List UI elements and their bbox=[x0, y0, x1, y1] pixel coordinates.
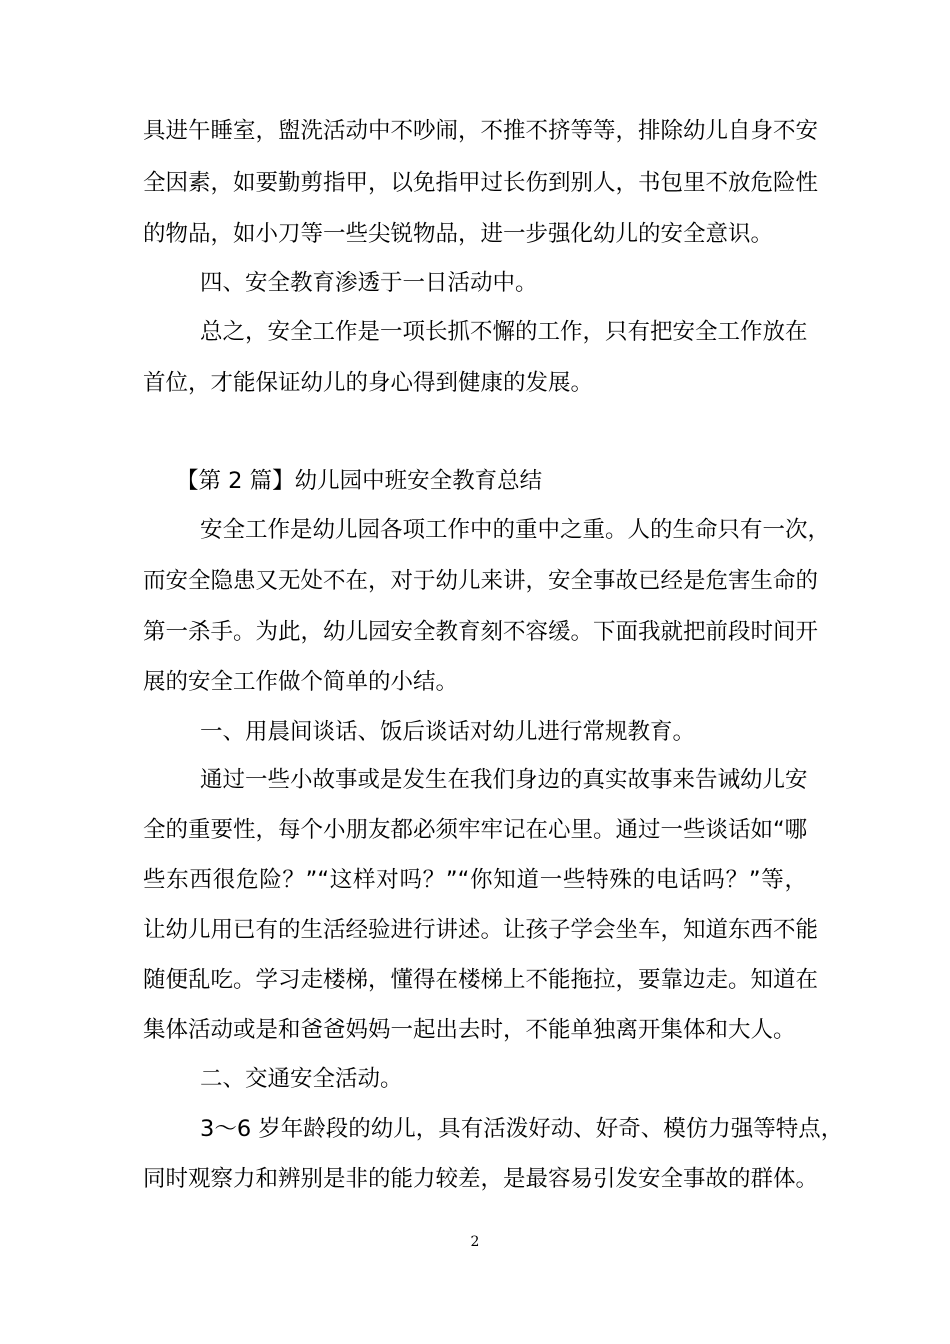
section-heading: 一、用晨间谈话、饭后谈话对幼儿进行常规教育。 bbox=[200, 719, 696, 745]
body-text-line: 全因素，如要勤剪指甲，以免指甲过长伤到别人，书包里不放危险性 bbox=[143, 170, 819, 196]
body-text-line: 集体活动或是和爸爸妈妈一起出去时，不能单独离开集体和大人。 bbox=[143, 1017, 796, 1043]
body-text-line: 展的安全工作做个简单的小结。 bbox=[143, 669, 459, 695]
body-text-line: 第一杀手。为此，幼儿园安全教育刻不容缓。下面我就把前段时间开 bbox=[143, 619, 819, 645]
body-text-line: 让幼儿用已有的生活经验进行讲述。让孩子学会坐车，知道东西不能 bbox=[143, 917, 819, 943]
section-heading: 二、交通安全活动。 bbox=[200, 1066, 403, 1092]
body-text-line: 首位，才能保证幼儿的身心得到健康的发展。 bbox=[143, 370, 594, 396]
body-text-line: 通过一些小故事或是发生在我们身边的真实故事来告诫幼儿安 bbox=[200, 767, 808, 793]
section-heading: 四、安全教育渗透于一日活动中。 bbox=[200, 270, 538, 296]
body-text-line: 而安全隐患又无处不在，对于幼儿来讲，安全事故已经是危害生命的 bbox=[143, 568, 819, 594]
body-text-line: 的物品，如小刀等一些尖锐物品，进一步强化幼儿的安全意识。 bbox=[143, 221, 774, 247]
body-text-line: 安全工作是幼儿园各项工作中的重中之重。人的生命只有一次， bbox=[200, 517, 831, 543]
body-text-line: 同时观察力和辨别是非的能力较差，是最容易引发安全事故的群体。 bbox=[143, 1166, 819, 1192]
body-text-line: 随便乱吃。学习走楼梯，懂得在楼梯上不能拖拉，要靠边走。知道在 bbox=[143, 967, 819, 993]
body-text-line: 些东西很危险？”“这样对吗？”“你知道一些特殊的电话吗？”等， bbox=[143, 867, 807, 893]
body-text-line: 具进午睡室，盥洗活动中不吵闹，不推不挤等等，排除幼儿自身不安 bbox=[143, 118, 819, 144]
body-text-line: 全的重要性，每个小朋友都必须牢牢记在心里。通过一些谈话如“哪 bbox=[143, 817, 808, 843]
body-text-line: 3～6 岁年龄段的幼儿，具有活泼好动、好奇、模仿力强等特点， bbox=[200, 1116, 844, 1142]
body-text-line: 总之，安全工作是一项长抓不懈的工作，只有把安全工作放在 bbox=[200, 319, 808, 345]
article-title: 【第 2 篇】幼儿园中班安全教育总结 bbox=[176, 468, 543, 494]
page-number: 2 bbox=[470, 1234, 480, 1250]
